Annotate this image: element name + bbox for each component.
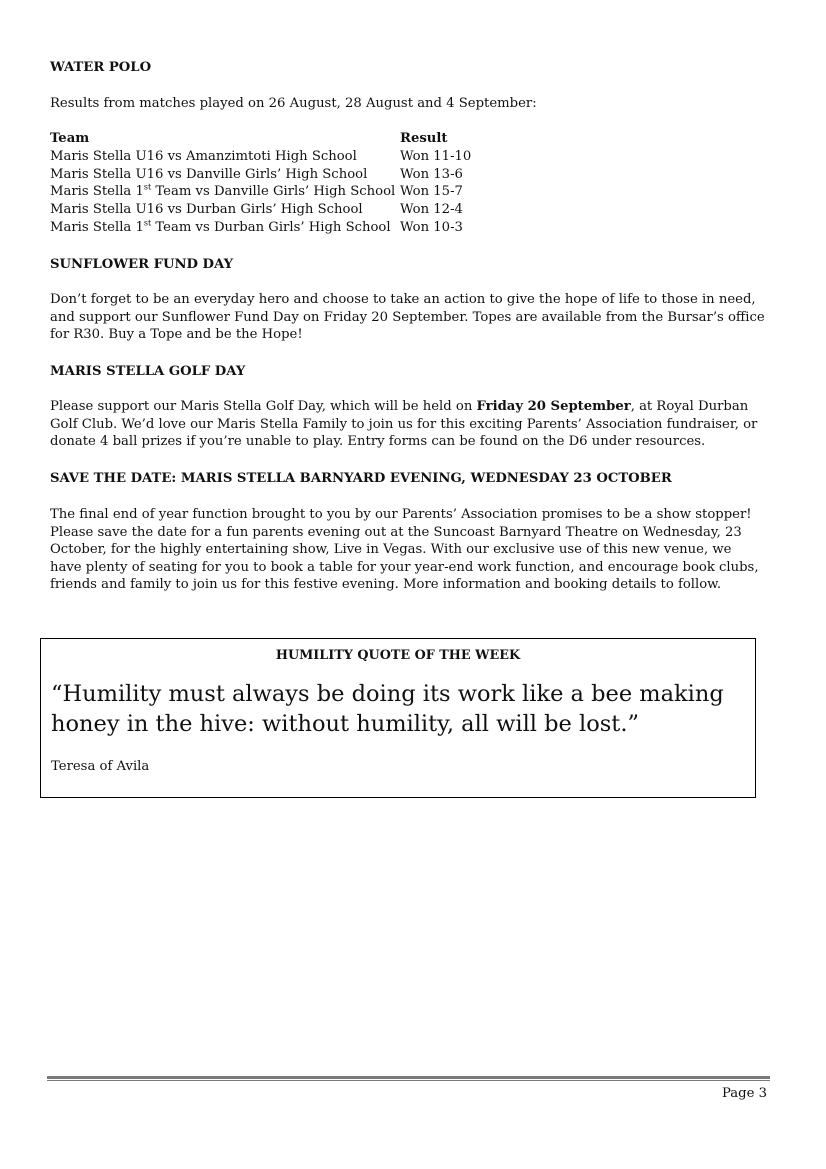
quote-author: Teresa of Avila [51, 759, 150, 774]
golf-body-start: Please support our Maris Stella Golf Day, which will be held on [50, 399, 477, 414]
table-row [50, 183, 471, 201]
team-name: Maris Stella U16 [50, 148, 164, 164]
barnyard-heading: SAVE THE DATE: MARIS STELLA BARNYARD EVENING, WEDNESDAY 23 OCTOBER [50, 471, 672, 486]
golf-day-body [50, 398, 766, 451]
team-opponent: vs Durban Girls’ High School [163, 202, 363, 218]
golf-date-highlight: Friday 20 September [476, 399, 631, 414]
table-row [50, 148, 471, 166]
team-name: Maris Stella U16 [50, 202, 164, 218]
quote-box [40, 638, 756, 798]
result-cell: Won 10-3 [400, 219, 463, 235]
water-polo-results-table [50, 130, 471, 237]
team-column-header: Team [50, 131, 90, 146]
team-name: Maris Stella 1 [50, 184, 144, 200]
quote-heading: HUMILITY QUOTE OF THE WEEK [275, 648, 521, 663]
barnyard-body: The final end of year function brought to you by our Parents’ Association promises to be a show stopper! Please save the date for a fun parents evening out at the Suncoast Barnyard Theatre on Wednesday, 23 October, for the highly entertaining show, Live in Vegas. With our exclusive use of this new venue, we have plenty of seating for you to book a table for your year-end work function, and encourage book clubs, friends and family to join us for this festive evening. More information and booking details to follow. [50, 507, 759, 593]
team-cell [50, 183, 400, 201]
team-cell [50, 219, 400, 237]
result-column-header: Result [400, 131, 448, 146]
team-opponent: Team vs Durban Girls’ High School [151, 219, 391, 235]
team-opponent: vs Danville Girls’ High School [163, 166, 368, 182]
result-cell: Won 15-7 [400, 184, 463, 200]
ordinal-suffix: st [143, 183, 152, 192]
team-opponent: vs Amanzimtoti High School [163, 148, 357, 164]
footer-divider [47, 1076, 770, 1081]
result-cell: Won 12-4 [400, 202, 463, 218]
team-cell [50, 201, 400, 219]
team-cell [50, 148, 400, 166]
team-cell [50, 166, 400, 184]
sunflower-heading: SUNFLOWER FUND DAY [50, 257, 233, 272]
page-number: Page 3 [722, 1086, 767, 1101]
sunflower-body: Don’t forget to be an everyday hero and choose to take an action to give the hope of life to those in need, and support our Sunflower Fund Day on Friday 20 September. Topes are available from the Bursar’s office for R30. Buy a Tope and be the Hope! [50, 292, 765, 343]
team-name: Maris Stella U16 [50, 166, 164, 182]
result-cell: Won 11-10 [400, 148, 472, 164]
result-cell: Won 13-6 [400, 166, 463, 182]
ordinal-suffix: st [143, 218, 152, 228]
golf-day-heading: MARIS STELLA GOLF DAY [50, 364, 246, 379]
golf-body-end: , at Royal Durban Golf Club. We’d love our Maris Stella Family to join us for this exciting Parents’ Association fundraiser, or donate 4 ball prizes if you’re unable to play. Entry forms can be found on the D6 under resources. [50, 399, 758, 450]
team-name: Maris Stella 1 [50, 219, 144, 235]
quote-text: “Humility must always be doing its work like a bee making honey in the hive: without humility, all will be lost.” [51, 681, 724, 737]
table-row [50, 201, 471, 219]
table-row [50, 166, 471, 184]
table-row [50, 219, 471, 237]
water-polo-intro: Results from matches played on 26 August, 28 August and 4 September: [50, 96, 537, 111]
water-polo-heading: WATER POLO [50, 60, 152, 75]
team-opponent: Team vs Danville Girls’ High School [151, 184, 396, 200]
results-header-row [50, 130, 471, 148]
